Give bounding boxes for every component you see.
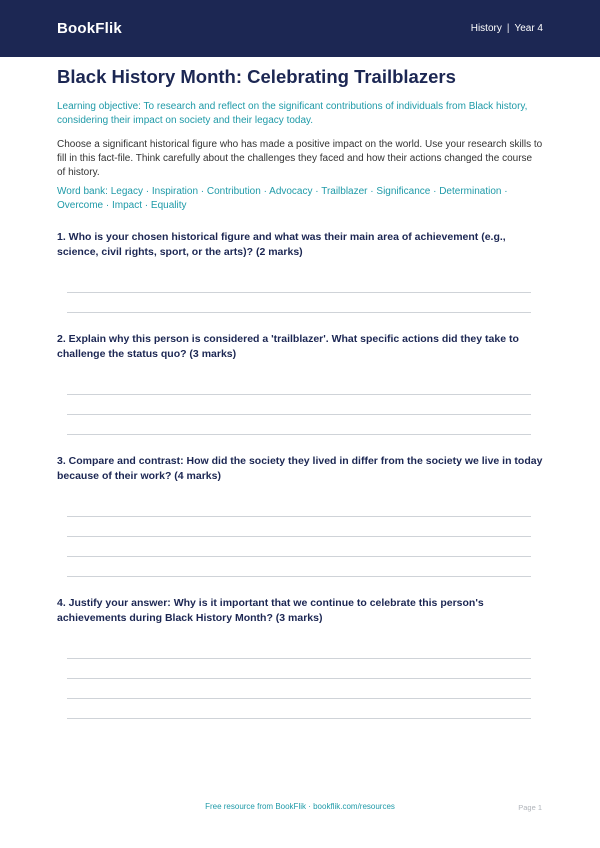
answer-line[interactable]	[67, 718, 531, 719]
intro-text: Choose a significant historical figure who has made a positive impact on the world. Use your research skills to fill in this fact-file. Think carefully about the challenges they faced and how their actions changed the course of history.	[57, 139, 543, 178]
answer-line[interactable]	[67, 536, 531, 537]
header-bar	[0, 0, 600, 57]
word-bank: Word bank: Legacy · Inspiration · Contribution · Advocacy · Trailblazer · Significance · Determination · Overcome · Impact · Equality	[57, 186, 508, 211]
answer-line[interactable]	[67, 434, 531, 435]
page-number: Page 1	[518, 803, 542, 812]
subject-name: History	[470, 23, 502, 34]
answer-line[interactable]	[67, 678, 531, 679]
answer-line[interactable]	[67, 292, 531, 293]
subject-separator: |	[506, 23, 510, 34]
answer-line[interactable]	[67, 516, 531, 517]
year-label: Year 4	[514, 23, 543, 34]
question-4: 4. Justify your answer: Why is it important that we continue to celebrate this person's achievements during Black History Month? (3 marks)	[57, 597, 484, 624]
subject-label	[471, 23, 543, 34]
question-3: 3. Compare and contrast: How did the society they lived in differ from the society we live in today because of their work? (4 marks)	[57, 455, 543, 482]
answer-line[interactable]	[67, 394, 531, 395]
brand-logo[interactable]: BookFlik	[57, 20, 122, 37]
page-title: Black History Month: Celebrating Trailblazers	[57, 66, 456, 87]
answer-line[interactable]	[67, 414, 531, 415]
learning-objective: Learning objective: To research and reflect on the significant contributions of individuals from Black history, considering their impact on society and their legacy today.	[57, 101, 528, 126]
answer-line[interactable]	[67, 698, 531, 699]
answer-line[interactable]	[67, 312, 531, 313]
answer-line[interactable]	[67, 576, 531, 577]
answer-line[interactable]	[67, 556, 531, 557]
question-1: 1. Who is your chosen historical figure and what was their main area of achievement (e.g., science, civil rights, sport, or the arts)? (2 marks)	[57, 231, 506, 258]
answer-line[interactable]	[67, 658, 531, 659]
footer-resource-link[interactable]: Free resource from BookFlik · bookflik.com/resources	[205, 802, 395, 811]
question-2: 2. Explain why this person is considered a 'trailblazer'. What specific actions did they take to challenge the status quo? (3 marks)	[57, 333, 519, 360]
